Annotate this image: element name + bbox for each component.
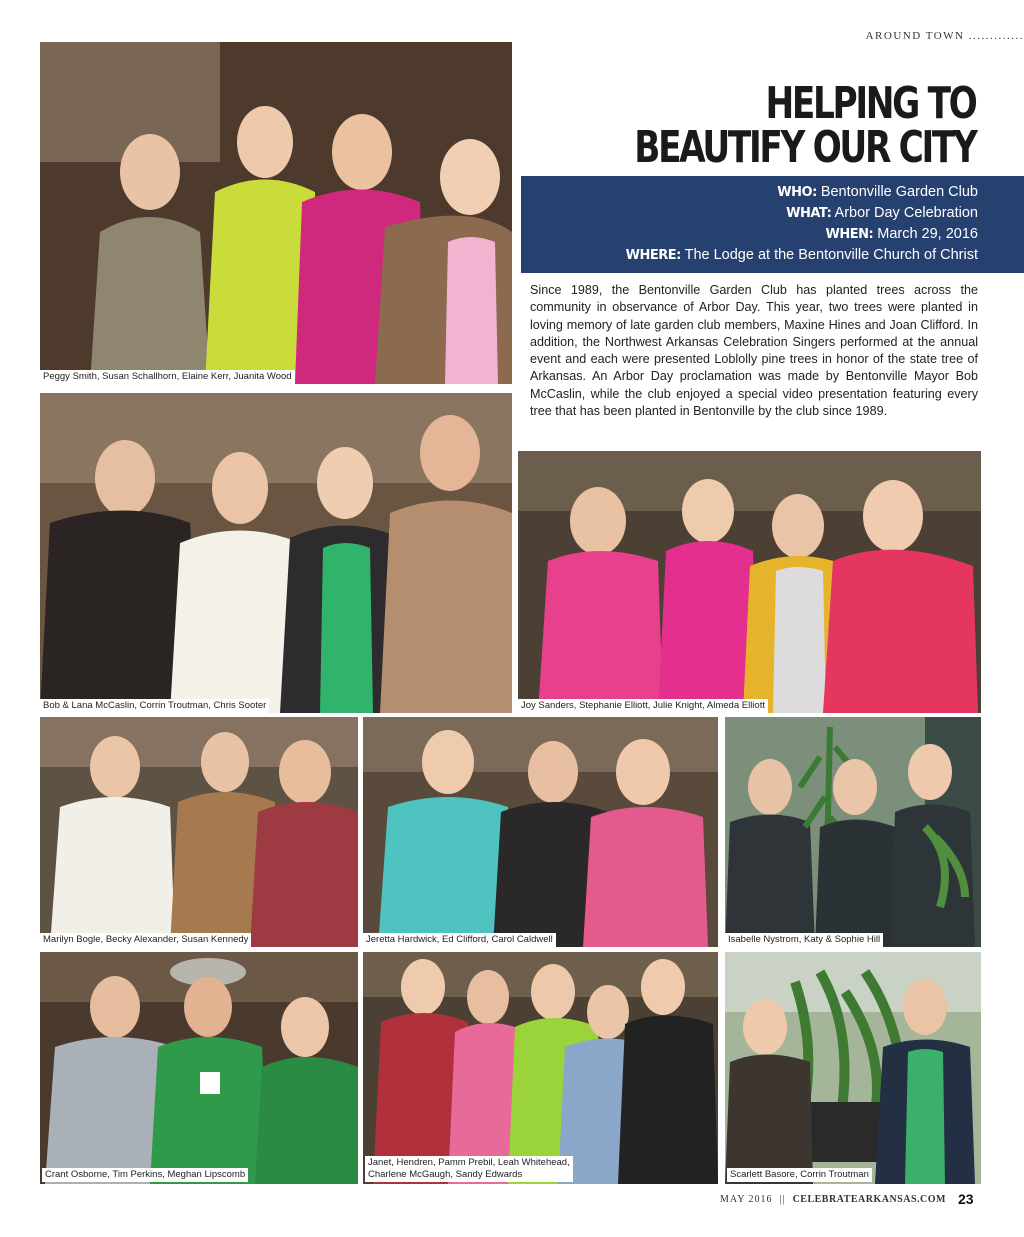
photo-1-image — [40, 42, 512, 384]
article-body: Since 1989, the Bentonville Garden Club has planted trees across the community in observance of Arbor Day. This year, two trees were planted in loving memory of late garden club members, Maxine Hines and Joan Clifford. In addition, the Northwest Arkansas Celebration Singers performed at the annual event and each were presented Loblolly pine trees in honor of the state tree of Arkansas. An Arbor Day proclamation was made by Bentonville Mayor Bob McCaslin, while the club enjoyed a special video presentation featuring every tree that has been planted in Bentonville by the club since 1989. — [530, 283, 978, 419]
headline-line-1: HELPING TO — [766, 78, 976, 129]
photo-2-image — [40, 393, 512, 713]
page-number: 23 — [958, 1191, 974, 1207]
section-tag: AROUND TOWN ............. — [865, 30, 1024, 42]
photo-7-caption: Crant Osborne, Tim Perkins, Meghan Lipscomb — [42, 1168, 248, 1182]
photo-5-image — [363, 717, 718, 947]
photo-5-caption: Jeretta Hardwick, Ed Clifford, Carol Caldwell — [363, 933, 556, 947]
event-info-box — [521, 176, 1024, 273]
footer — [720, 1194, 946, 1205]
footer-site-link[interactable]: CELEBRATEARKANSAS.COM — [792, 1194, 946, 1205]
photo-7-image — [40, 952, 358, 1184]
photo-4-image — [40, 717, 358, 947]
photo-group-2 — [40, 393, 512, 713]
info-who: WHO: Bentonville Garden Club — [777, 184, 978, 200]
headline — [634, 78, 976, 173]
photo-group-9 — [725, 952, 981, 1184]
photo-9-caption: Scarlett Basore, Corrin Troutman — [727, 1168, 872, 1182]
photo-9-image — [725, 952, 981, 1184]
photo-group-6 — [725, 717, 981, 947]
photo-1-caption: Peggy Smith, Susan Schallhorn, Elaine Kerr, Juanita Wood — [40, 370, 295, 384]
photo-8-image — [363, 952, 718, 1184]
info-when: WHEN: March 29, 2016 — [825, 226, 978, 242]
photo-group-7 — [40, 952, 358, 1184]
footer-separator: || — [779, 1194, 786, 1205]
photo-8-caption: Janet, Hendren, Pamm Prebil, Leah Whitehead, Charlene McGaugh, Sandy Edwards — [365, 1156, 573, 1182]
photo-3-image — [518, 451, 981, 713]
photo-group-4 — [40, 717, 358, 947]
photo-group-8 — [363, 952, 718, 1184]
photo-group-5 — [363, 717, 718, 947]
photo-group-3 — [518, 451, 981, 713]
photo-6-image — [725, 717, 981, 947]
headline-line-2: BEAUTIFY OUR CITY — [634, 122, 976, 173]
photo-6-caption: Isabelle Nystrom, Katy & Sophie Hill — [725, 933, 883, 947]
info-what: WHAT: Arbor Day Celebration — [786, 205, 978, 221]
footer-date: MAY 2016 — [720, 1194, 773, 1205]
photo-group-1 — [40, 42, 512, 384]
photo-3-caption: Joy Sanders, Stephanie Elliott, Julie Knight, Almeda Elliott — [518, 699, 768, 713]
photo-2-caption: Bob & Lana McCaslin, Corrin Troutman, Chris Sooter — [40, 699, 269, 713]
photo-4-caption: Marilyn Bogle, Becky Alexander, Susan Kennedy — [40, 933, 251, 947]
info-where: WHERE: The Lodge at the Bentonville Church of Christ — [625, 247, 978, 263]
